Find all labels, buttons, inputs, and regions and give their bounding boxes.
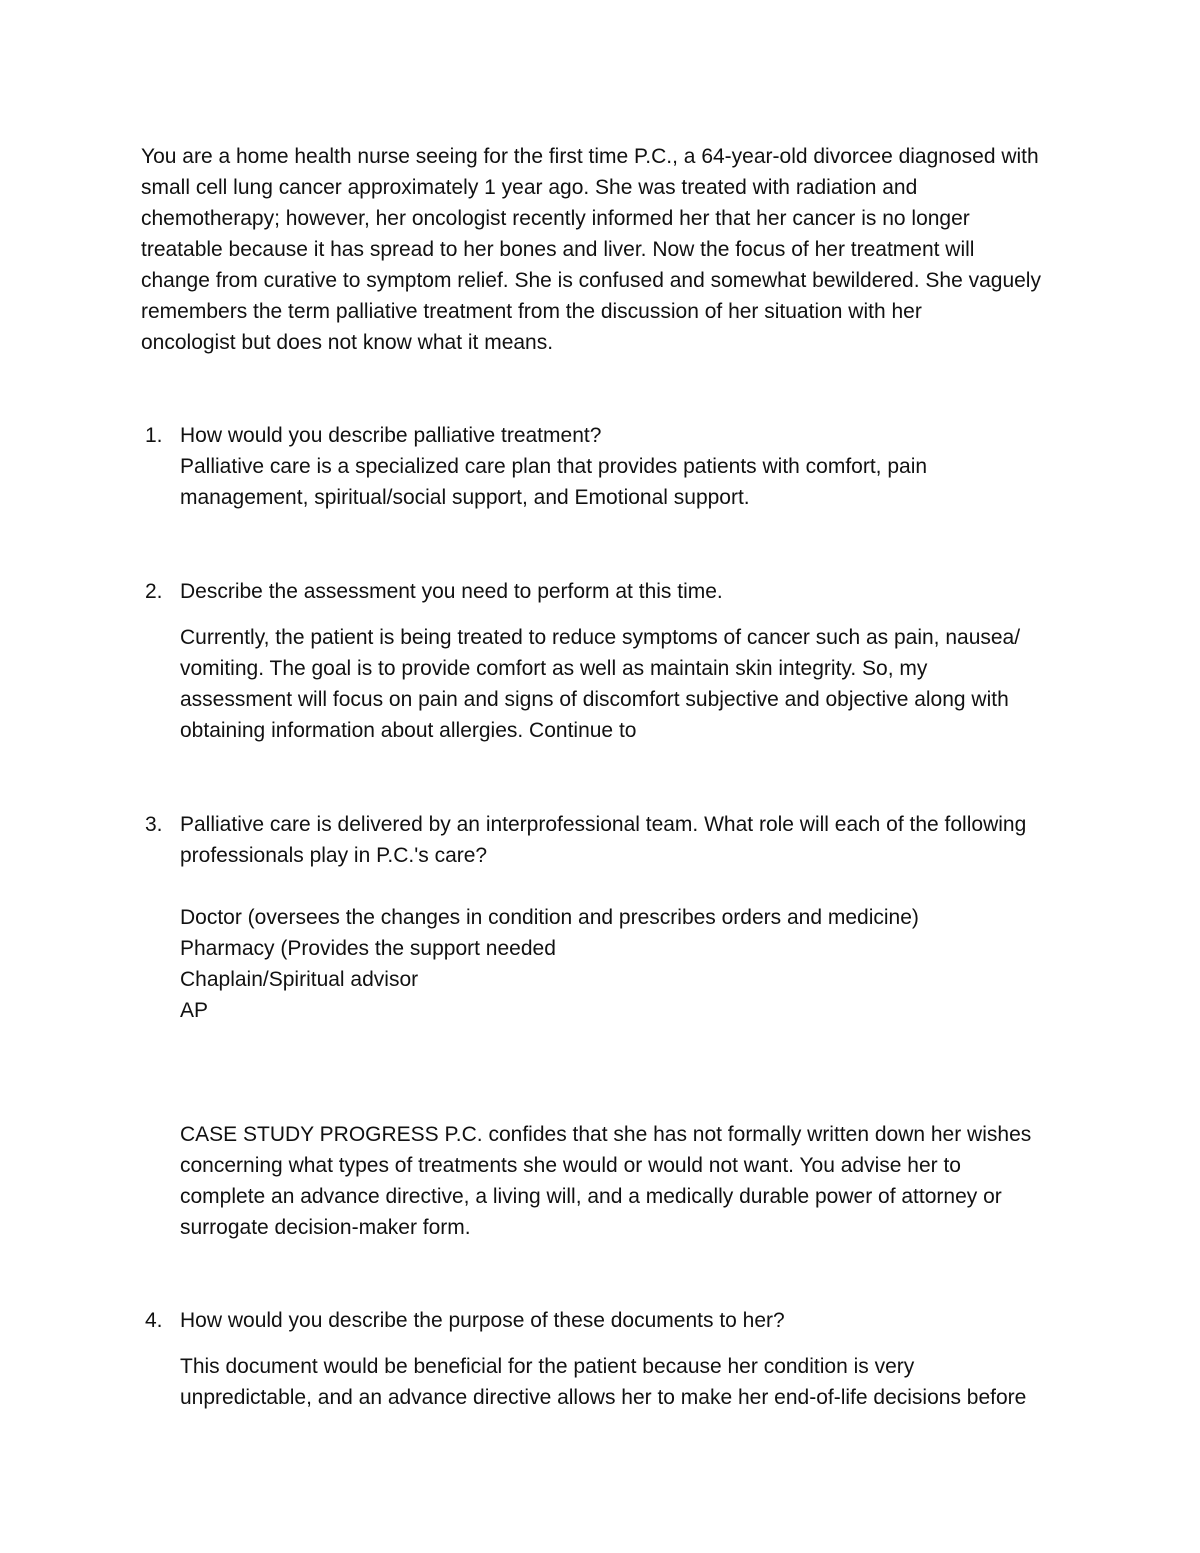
intro-line: chemotherapy; however, her oncologist recently informed her that her cancer is no longer	[141, 207, 970, 230]
question-line: How would you describe palliative treatment?	[180, 424, 602, 447]
question-text	[180, 576, 723, 607]
answer-line: AP	[180, 999, 209, 1022]
answer-line: unpredictable, and an advance directive allows her to make her end-of-life decisions before	[180, 1386, 1027, 1409]
answer-line: obtaining information about allergies. Continue to	[180, 719, 637, 742]
answer-text	[180, 622, 1020, 746]
question-text	[180, 1305, 785, 1336]
answer-line: This document would be beneficial for the patient because her condition is very	[180, 1355, 915, 1378]
answer-text	[180, 451, 927, 513]
answer-line: Palliative care is a specialized care plan that provides patients with comfort, pain	[180, 455, 928, 478]
answer-text	[180, 1351, 1026, 1413]
intro-line: small cell lung cancer approximately 1 year ago. She was treated with radiation and	[141, 176, 918, 199]
question-number: 1.	[145, 424, 163, 447]
case-progress-line: concerning what types of treatments she would or would not want. You advise her to	[180, 1154, 961, 1177]
intro-line: treatable because it has spread to her bones and liver. Now the focus of her treatment will	[141, 238, 975, 261]
question-line: How would you describe the purpose of these documents to her?	[180, 1309, 785, 1332]
case-progress-line: CASE STUDY PROGRESS P.C. confides that she has not formally written down her wishes	[180, 1123, 1032, 1146]
intro-line: remembers the term palliative treatment from the discussion of her situation with her	[141, 300, 922, 323]
question-line: professionals play in P.C.'s care?	[180, 844, 488, 867]
question-line: Describe the assessment you need to perform at this time.	[180, 580, 723, 603]
answer-line: Pharmacy (Provides the support needed	[180, 937, 556, 960]
answer-text	[180, 902, 919, 1026]
intro-line: oncologist but does not know what it means.	[141, 331, 554, 354]
question-text	[180, 420, 601, 451]
question-line: Palliative care is delivered by an interprofessional team. What role will each of the following	[180, 813, 1027, 836]
answer-line: assessment will focus on pain and signs of discomfort subjective and objective along with	[180, 688, 1009, 711]
question-number: 3.	[145, 813, 163, 836]
question-number: 2.	[145, 580, 163, 603]
question-text	[180, 809, 1026, 871]
intro-line: You are a home health nurse seeing for the first time P.C., a 64-year-old divorcee diagnosed with	[141, 145, 1039, 168]
answer-line: Currently, the patient is being treated to reduce symptoms of cancer such as pain, nausea/	[180, 626, 1021, 649]
answer-line: Doctor (oversees the changes in condition and prescribes orders and medicine)	[180, 906, 919, 929]
case-study-progress	[180, 1119, 1031, 1243]
answer-line: vomiting. The goal is to provide comfort as well as maintain skin integrity. So, my	[180, 657, 928, 680]
case-progress-line: complete an advance directive, a living will, and a medically durable power of attorney or	[180, 1185, 1002, 1208]
intro-paragraph	[141, 141, 1041, 358]
question-number: 4.	[145, 1309, 163, 1332]
answer-line: Chaplain/Spiritual advisor	[180, 968, 419, 991]
intro-line: change from curative to symptom relief. She is confused and somewhat bewildered. She vaguely	[141, 269, 1041, 292]
case-progress-line: surrogate decision-maker form.	[180, 1216, 471, 1239]
answer-line: management, spiritual/social support, and Emotional support.	[180, 486, 750, 509]
